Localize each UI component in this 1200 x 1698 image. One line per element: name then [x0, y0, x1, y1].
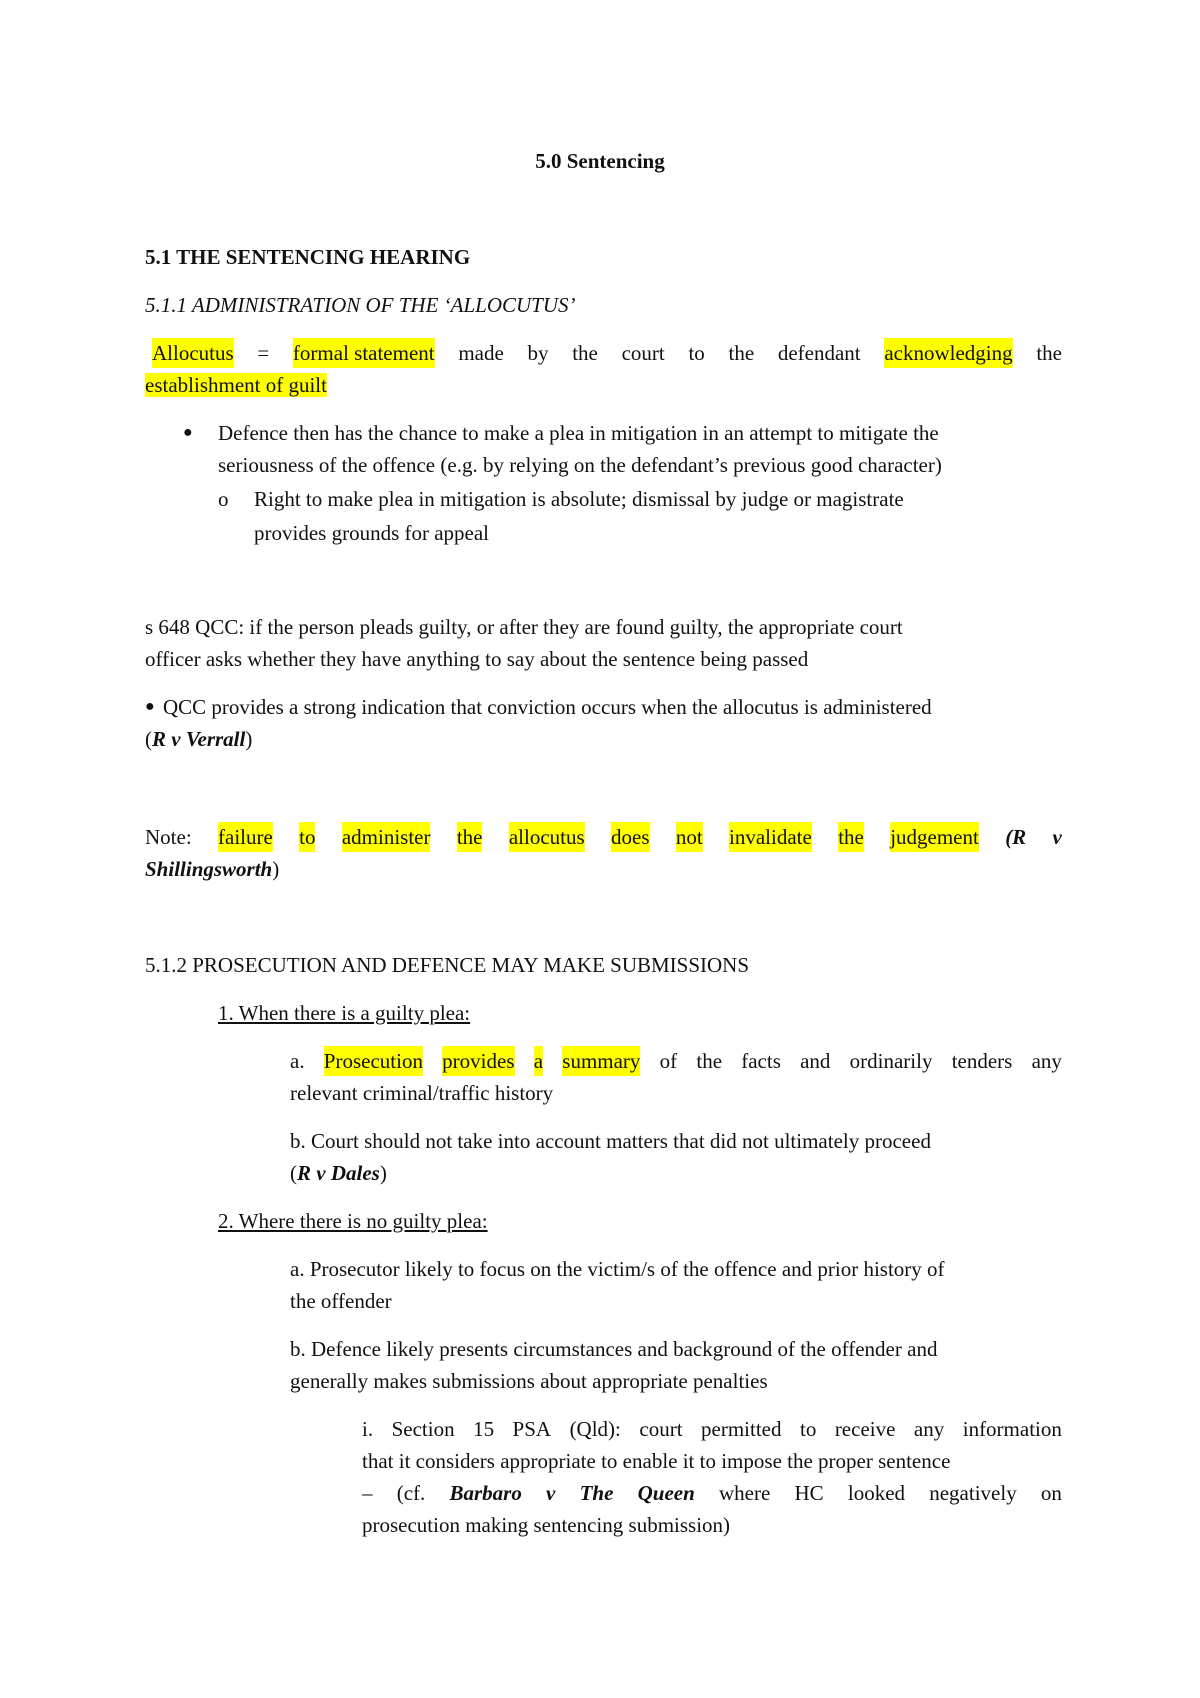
case-r-v-shillingsworth: Shillingsworth: [145, 857, 273, 881]
psa-section-line2: that it considers appropriate to enable it to impose the proper sentence: [362, 1449, 951, 1473]
no-guilty-plea-a-line1: a. Prosecutor likely to focus on the victim/s of the offence and prior history of: [290, 1257, 945, 1281]
note-line2: Shillingsworth): [145, 857, 280, 881]
subsection-heading-5-1-1: 5.1.1 ADMINISTRATION OF THE ‘ALLOCUTUS’: [145, 293, 576, 317]
defence-plea-line2: seriousness of the offence (e.g. by relying on the defendant’s previous good character): [218, 453, 942, 477]
allocutus-definition-line1: Allocutus = formal statement made by the court to the defendant acknowledging the: [152, 338, 1062, 368]
guilty-plea-a-line1: a. Prosecution provides a summary of the facts and ordinarily tenders any: [290, 1046, 1062, 1076]
subsection-heading-5-1-2: 5.1.2 PROSECUTION AND DEFENCE MAY MAKE SUBMISSIONS: [145, 953, 750, 977]
qcc-indication-line2: (R v Verrall): [145, 727, 253, 751]
guilty-plea-b-line2: (R v Dales): [290, 1161, 387, 1185]
guilty-plea-b-line1: b. Court should not take into account matters that did not ultimately proceed: [290, 1129, 931, 1153]
bullet-dot-icon: ●: [145, 698, 155, 715]
bullet-dot-icon: ●: [183, 424, 193, 441]
guilty-plea-a-line2: relevant criminal/traffic history: [290, 1081, 554, 1105]
case-r-v-verrall: R v Verrall: [152, 727, 246, 751]
document-title: 5.0 Sentencing: [535, 149, 665, 173]
absolute-right-line2: provides grounds for appeal: [254, 521, 490, 545]
no-guilty-plea-b-line2: generally makes submissions about appropriate penalties: [290, 1369, 768, 1393]
section-heading-5-1: 5.1 THE SENTENCING HEARING: [145, 245, 471, 269]
psa-section-line4: prosecution making sentencing submission): [362, 1513, 731, 1537]
s648-line2: officer asks whether they have anything to say about the sentence being passed: [145, 647, 809, 671]
defence-plea-line1: Defence then has the chance to make a plea in mitigation in an attempt to mitigate the: [218, 421, 939, 445]
s648-line1: s 648 QCC: if the person pleads guilty, or after they are found guilty, the appropriate court: [145, 615, 903, 639]
no-guilty-plea-b-line1: b. Defence likely presents circumstances and background of the offender and: [290, 1337, 938, 1361]
guilty-plea-label: 1. When there is a guilty plea:: [218, 1001, 471, 1025]
sub-bullet-circle-icon: o: [218, 487, 229, 511]
psa-section-line1: i. Section 15 PSA (Qld): court permitted to receive any information: [362, 1417, 1062, 1441]
note-line1: Note: failure to administer the allocutus does not invalidate the judgement (R v: [145, 822, 1062, 852]
no-guilty-plea-a-line2: the offender: [290, 1289, 392, 1313]
absolute-right-line1: Right to make plea in mitigation is absolute; dismissal by judge or magistrate: [254, 487, 904, 511]
no-guilty-plea-label: 2. Where there is no guilty plea:: [218, 1209, 488, 1233]
allocutus-definition-line2: establishment of guilt: [145, 373, 327, 397]
psa-section-line3: – (cf. Barbaro v The Queen where HC looked negatively on: [362, 1481, 1062, 1505]
qcc-indication-line1: QCC provides a strong indication that conviction occurs when the allocutus is administered: [163, 695, 932, 719]
case-r-v-dales: R v Dales: [297, 1161, 380, 1185]
